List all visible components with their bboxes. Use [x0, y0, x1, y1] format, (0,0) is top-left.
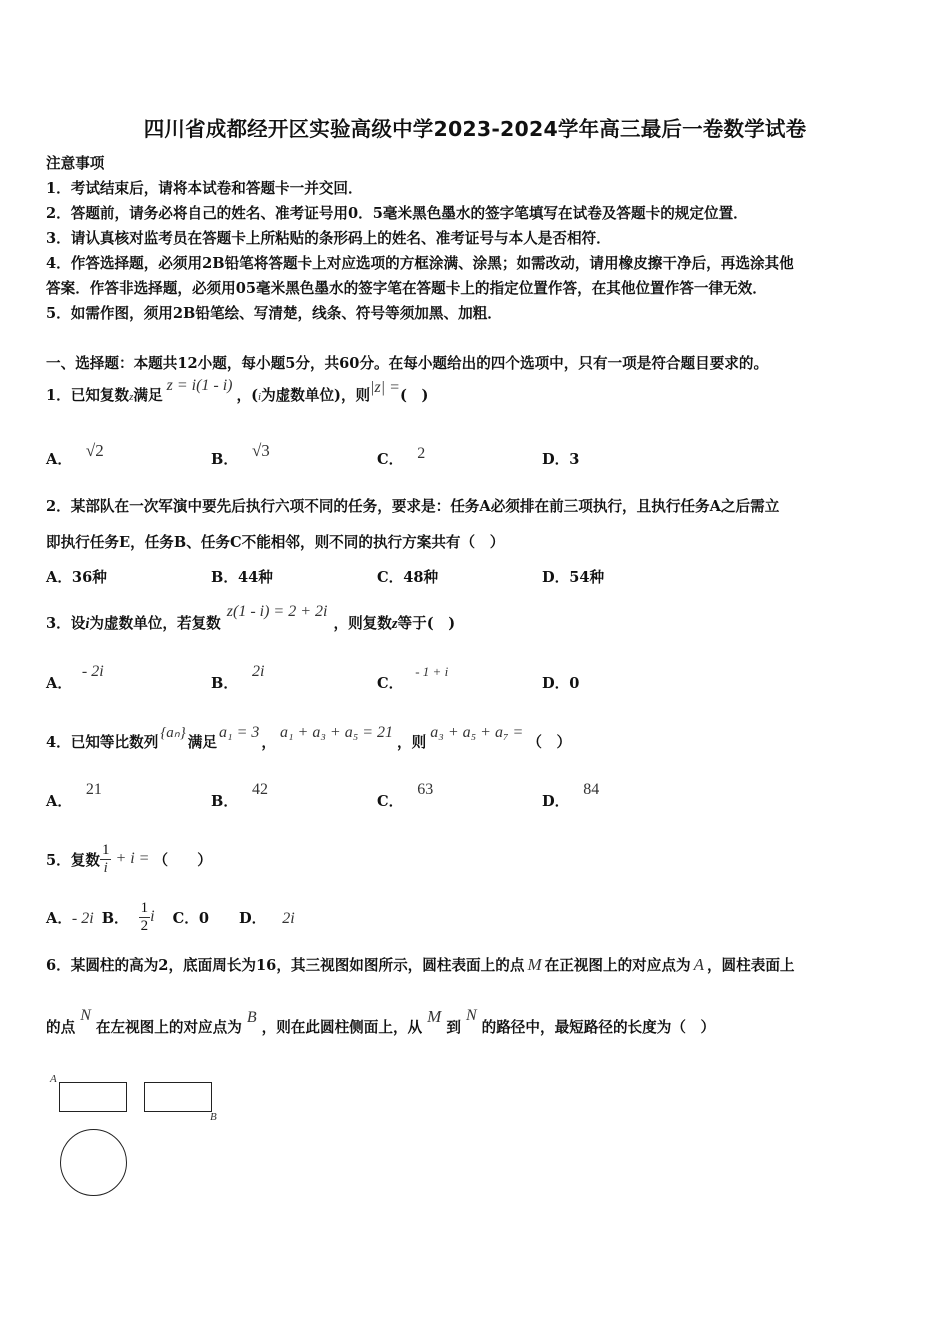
page-title: 四川省成都经开区实验高级中学2023-2024学年高三最后一卷数学试卷 — [143, 117, 807, 141]
q1-pre: 1．已知复数 — [46, 387, 130, 404]
notice-item-3: 3．请认真核对监考员在答题卡上所粘贴的条形码上的姓名、准考证号与本人是否相符． — [46, 230, 611, 247]
question-4: 4．已知等比数列{aₙ}满足a₁ = 3，a₁ + a₃ + a₅ = 21，则a₃ + a₅ + a₇ =（ ） — [46, 724, 572, 751]
q4-option-b[interactable]: B．42 — [211, 781, 268, 810]
top-view-circle — [60, 1129, 127, 1196]
q1-option-d[interactable]: D．3 — [542, 451, 580, 468]
q1-end: ( ) — [399, 387, 429, 404]
notice-item-1: 1．考试结束后，请将本试卷和答题卡一并交回． — [46, 180, 363, 197]
q2-line-1: 2．某部队在一次军演中要先后执行六项不同的任务，要求是：任务A必须排在前三项执行，且执行任务A之后需立 — [46, 498, 780, 515]
q5-option-b[interactable]: B． — [101, 909, 129, 927]
question-3: 3．设i为虚数单位，若复数z(1 - i) = 2 + 2i，则复数z等于( ) — [46, 603, 456, 632]
q2-line-2: 即执行任务E，任务B、任务C不能相邻，则不同的执行方案共有（ ） — [46, 534, 505, 551]
question-1 — [46, 374, 428, 419]
q5-option-d[interactable]: D． 2i — [238, 909, 295, 927]
figure-label-b: B — [210, 1111, 217, 1123]
q1-mid: 满足 — [133, 387, 163, 404]
question-5: 5．复数 $\frac{1}{i}$ + i = （ ） — [46, 841, 212, 876]
notice-item-2: 2．答题前，请务必将自己的姓名、准考证号用0．5毫米黑色墨水的签字笔填写在试卷及答题卡的规定位置． — [46, 205, 748, 222]
q4-option-c[interactable]: C．63 — [377, 781, 434, 810]
q1-abs: |z| = — [370, 379, 400, 396]
q1-z: z — [129, 391, 134, 403]
notice-item-4-cont: 答案．作答非选择题，必须用05毫米黑色墨水的签字笔在答题卡上的指定位置作答，在其他位置作答一律无效． — [46, 280, 767, 297]
q3-option-b[interactable]: B．2i — [211, 663, 265, 692]
notice-item-4: 4．作答选择题，必须用2B铅笔将答题卡上对应选项的方框涂满、涂黑；如需改动，请用橡皮擦干净后，再选涂其他 — [46, 255, 794, 272]
q6-line-2: 的点N在左视图上的对应点为B，则在此圆柱侧面上，从M到N的路径中，最短路径的长度为（ ） — [46, 1007, 716, 1036]
q5-options: A．- 2i B． $\frac{1}{2}$ i C．0 D． 2i — [46, 899, 295, 934]
q1-i: i — [258, 391, 262, 403]
q4-option-d[interactable]: D．84 — [542, 781, 600, 810]
q5-option-c[interactable]: C．0 — [172, 909, 209, 927]
q2-option-c[interactable]: C．48种 — [377, 569, 439, 586]
q3-option-a[interactable]: A．- 2i — [46, 663, 104, 692]
q2-option-d[interactable]: D．54种 — [542, 569, 605, 586]
q1-option-a[interactable]: A． √2 — [46, 441, 104, 468]
section-heading: 一、选择题：本题共12小题，每小题5分，共60分。在每小题给出的四个选项中，只有一项是符合题目要求的。 — [46, 355, 769, 372]
q5-fraction: $\frac{1}{i}$ — [101, 841, 110, 876]
q2-option-b[interactable]: B．44种 — [211, 569, 273, 586]
q4-option-a[interactable]: A．21 — [46, 781, 102, 810]
q1-paren: ，( — [236, 387, 259, 404]
side-view-rect — [144, 1082, 212, 1112]
q1-option-c[interactable]: C． 2 — [377, 445, 426, 468]
q3-option-d[interactable]: D．0 — [542, 675, 580, 692]
q1-post: 为虚数单位)，则 — [261, 387, 371, 404]
q1-equation: z = i(1 - i) — [166, 377, 233, 394]
q5-option-a[interactable]: A．- 2i — [46, 909, 94, 927]
q5-option-b-fraction: $\frac{1}{2}$ — [140, 899, 149, 934]
figure-label-a: A — [50, 1073, 57, 1085]
q2-option-a[interactable]: A．36种 — [46, 569, 107, 586]
q3-option-c[interactable]: C．- 1 + i — [377, 664, 449, 692]
q6-line-1: 6．某圆柱的高为2，底面周长为16，其三视图如图所示，圆柱表面上的点 M 在正视图上的对应点为 A ，圆柱表面上 — [46, 955, 795, 974]
front-view-rect — [59, 1082, 127, 1112]
q1-option-b[interactable]: B． √3 — [211, 441, 270, 468]
notice-item-5: 5．如需作图，须用2B铅笔绘、写清楚，线条、符号等须加黑、加粗． — [46, 305, 502, 322]
notice-heading: 注意事项 — [46, 155, 105, 172]
q3-equation: z(1 - i) = 2 + 2i — [226, 603, 328, 620]
